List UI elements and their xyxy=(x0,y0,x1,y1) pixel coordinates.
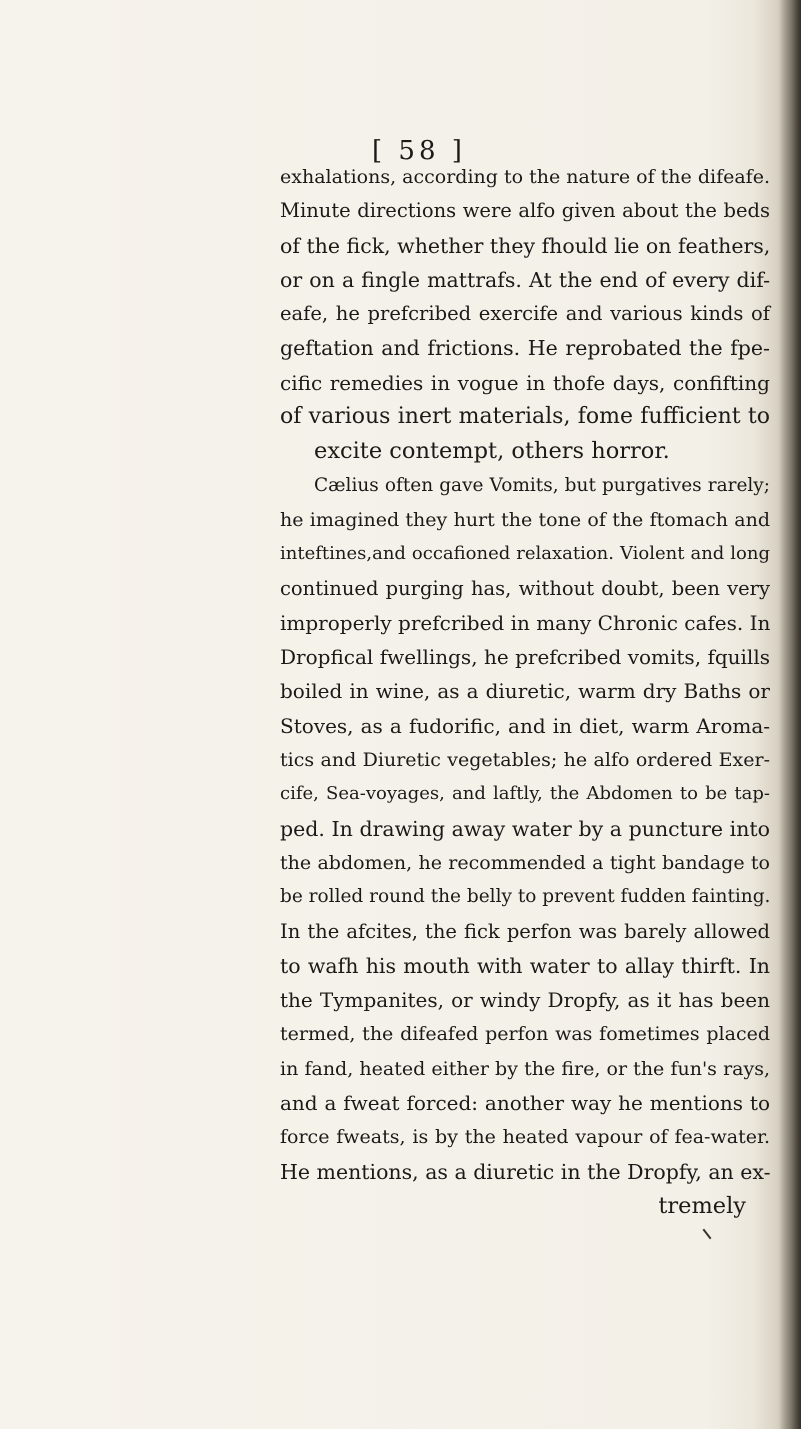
text-line: tics and Diuretic vegetables; he alfo ordered Exer- xyxy=(280,749,770,772)
text-line: Stoves, as a fudorific, and in diet, warm Aroma- xyxy=(280,713,770,738)
text-line: eafe, he prefcribed exercife and various kinds of xyxy=(280,302,770,326)
page-blemish xyxy=(703,1229,712,1240)
text-line: Minute directions were alfo given about the beds xyxy=(280,199,770,223)
text-line: exhalations, according to the nature of the difeafe. xyxy=(280,166,770,188)
text-line: cife, Sea-voyages, and laftly, the Abdomen to be tap- xyxy=(280,783,770,805)
text-line: of the fick, whether they fhould lie on feathers, xyxy=(280,233,771,258)
catchword: tremely xyxy=(658,1192,746,1219)
text-line: of various inert materials, fome fufficient to xyxy=(280,404,770,430)
text-line: in fand, heated either by the fire, or the fun's rays, xyxy=(280,1057,770,1080)
text-line: cific remedies in vogue in thofe days, confifting xyxy=(280,370,770,395)
text-line: ped. In drawing away water by a puncture into xyxy=(280,816,770,841)
body-text xyxy=(280,160,770,1223)
text-line: He mentions, as a diuretic in the Dropfy, an ex- xyxy=(280,1159,771,1184)
text-line: improperly prefcribed in many Chronic cafes. In xyxy=(280,610,771,635)
text-line: force fweats, is by the heated vapour of fea-water. xyxy=(280,1126,770,1149)
text-line: Dropfical fwellings, he prefcribed vomits, fquills xyxy=(280,645,770,670)
text-line: be rolled round the belly to prevent fudden fainting. xyxy=(280,886,771,908)
text-line: the Tympanites, or windy Dropfy, as it has been xyxy=(280,988,770,1013)
text-line: termed, the difeafed perfon was fometimes placed xyxy=(280,1023,770,1046)
text-line: the abdomen, he recommended a tight bandage to xyxy=(280,851,770,874)
text-line: boiled in wine, as a diuretic, warm dry Baths or xyxy=(280,679,770,704)
page-gutter-shadow xyxy=(779,0,801,1429)
text-line: he imagined they hurt the tone of the ftomach and xyxy=(280,508,770,531)
text-line: In the afcites, the fick perfon was barely allowed xyxy=(280,919,770,943)
text-line: inteftines,and occafioned relaxation. Violent and long xyxy=(280,543,770,565)
page-number: [ 58 ] xyxy=(372,136,466,166)
text-line: and a fweat forced: another way he mentions to xyxy=(280,1091,770,1116)
text-line: excite contempt, others horror. xyxy=(314,438,670,465)
text-line: Cælius often gave Vomits, but purgatives rarely; xyxy=(314,474,770,496)
text-line: or on a fingle mattrafs. At the end of every dif- xyxy=(280,267,770,292)
text-line: to wafh his mouth with water to allay thirft. In xyxy=(280,953,770,978)
text-line: geftation and frictions. He reprobated the fpe- xyxy=(280,336,770,361)
text-line: continued purging has, without doubt, been very xyxy=(280,576,770,600)
